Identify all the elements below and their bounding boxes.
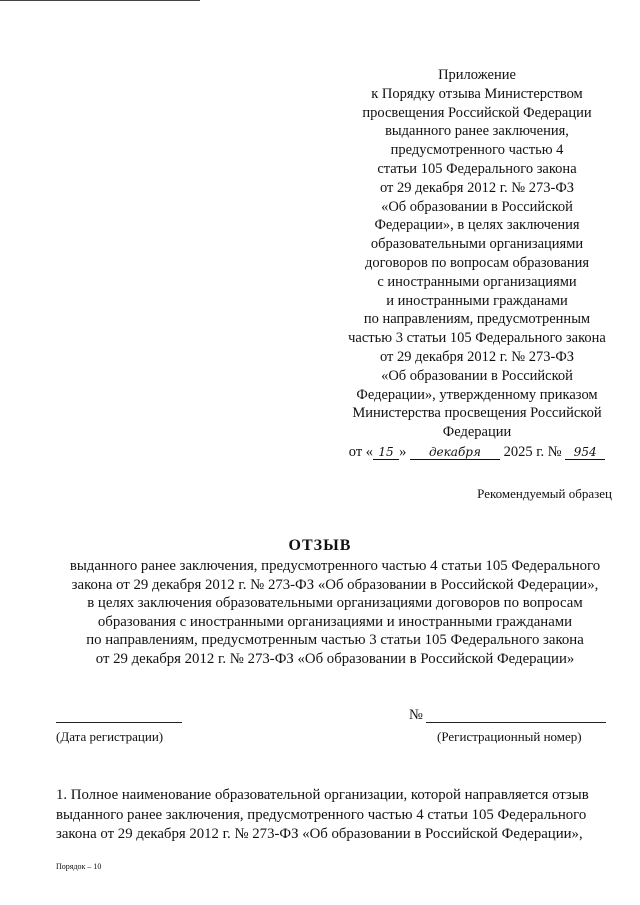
order-day-handwritten: 15 (373, 445, 399, 460)
appendix-line: предусмотренного частью 4 (390, 142, 564, 159)
appendix-header (318, 66, 636, 462)
appendix-line: Министерства просвещения Российской (352, 405, 602, 422)
appendix-line: договоров по вопросам образования (364, 254, 590, 271)
appendix-line: Федерации», утвержденному приказом (356, 386, 598, 403)
appendix-line: «Об образовании в Российской (381, 367, 573, 384)
registration-number-field (426, 722, 606, 723)
registration-number-sign: № (409, 707, 423, 723)
order-date-line (318, 443, 636, 462)
subtitle-line: закона от 29 декабря 2012 г. № 273-ФЗ «Об образовании в Российской Федерации», (71, 576, 599, 593)
appendix-line: статьи 105 Федерального закона (377, 160, 577, 177)
subtitle-line: в целях заключения образовательными организациями договоров по вопросам (87, 595, 583, 612)
registration-date-field (56, 722, 182, 723)
paragraph-line: закона от 29 декабря 2012 г. № 273-ФЗ «Об образовании в Российской Федерации», (56, 826, 583, 842)
appendix-line: с иностранными организациями (377, 273, 577, 290)
appendix-line: по направлениям, предусмотренным (363, 311, 591, 328)
paragraph-line: выданного ранее заключения, предусмотренного частью 4 статьи 105 Федерального (56, 806, 587, 823)
paragraph-line: 1. Полное наименование образовательной организации, которой направляется отзыв (56, 787, 589, 803)
order-month-handwritten: декабря (410, 445, 500, 460)
registration-number-caption: (Регистрационный номер) (437, 729, 582, 744)
document-subtitle (40, 557, 630, 669)
appendix-line: от 29 декабря 2012 г. № 273-ФЗ (379, 179, 575, 196)
subtitle-line: выданного ранее заключения, предусмотренного частью 4 статьи 105 Федерального (69, 558, 601, 574)
registration-date-caption: (Дата регистрации) (56, 729, 164, 744)
paragraph-1 (56, 786, 616, 845)
page-footer: Порядок – 10 (56, 862, 102, 871)
recommended-sample-label: Рекомендуемый образец (477, 486, 612, 501)
appendix-line: «Об образовании в Российской (381, 198, 573, 215)
order-number-handwritten: 954 (565, 445, 605, 460)
appendix-line: Федерации (442, 424, 512, 441)
order-year: 2025 г. № (503, 443, 562, 460)
appendix-line: и иностранными гражданами (386, 292, 568, 309)
order-date-prefix: от « (348, 443, 374, 460)
top-rule (0, 0, 200, 1)
appendix-line: от 29 декабря 2012 г. № 273-ФЗ (379, 348, 575, 365)
document-title: ОТЗЫВ (288, 537, 352, 554)
appendix-line: выданного ранее заключения, (385, 123, 569, 140)
appendix-line: просвещения Российской Федерации (362, 104, 592, 121)
appendix-line: частью 3 статьи 105 Федерального закона (348, 330, 606, 347)
appendix-line: Приложение (438, 67, 516, 83)
subtitle-line: от 29 декабря 2012 г. № 273-ФЗ «Об образовании в Российской Федерации» (95, 650, 575, 667)
appendix-line: Федерации», в целях заключения (374, 217, 580, 234)
appendix-line: к Порядку отзыва Министерством (371, 85, 583, 102)
subtitle-line: образования с иностранными организациями и иностранными гражданами (97, 613, 573, 630)
subtitle-line: по направлениям, предусмотренным частью 3 статьи 105 Федерального закона (86, 632, 584, 649)
appendix-line: образовательными организациями (370, 236, 584, 253)
order-date-close: » (399, 443, 407, 460)
